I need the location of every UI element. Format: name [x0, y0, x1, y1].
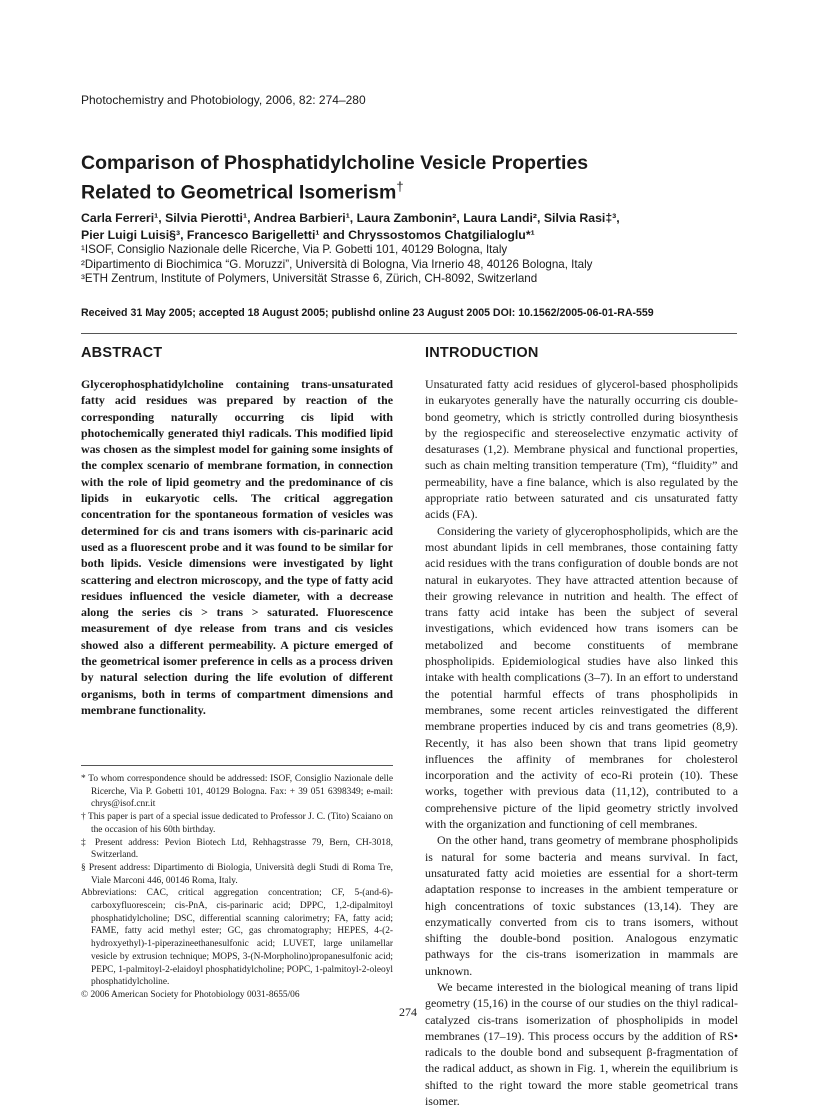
footnotes	[81, 773, 393, 1002]
title-line-2: Related to Geometrical Isomerism	[81, 181, 397, 204]
paper-title	[81, 152, 721, 205]
received-dates-doi: Received 31 May 2005; accepted 18 August 2005; publishd online 23 August 2005 DOI: 10.1562/2005-06-01-RA-559	[81, 307, 654, 319]
footnote-address-rasi: ‡ Present address: Pevion Biotech Ltd, Rehhagstrasse 79, Bern, CH-3018, Switzerland.	[81, 837, 393, 861]
intro-paragraph-1: Unsaturated fatty acid residues of glycerol-based phospholipids in eukaryotes generally have the naturally occurring cis double-bond geometry, which is strictly controlled during biosynthesis by the regiospecific and stereoselective enzymatic activity of desaturases (1,2). Membrane physical and functional properties, such as chain melting transition temperature (Tm), “fluidity” and permeability, have a fine balance, which is also regulated by the appropriate ratio between saturated and cis unsaturated fatty acids (FA).	[425, 377, 738, 522]
intro-paragraph-3: On the other hand, trans geometry of membrane phospholipids is natural for some bacteria and means survival. In fact, unsaturated fatty acid moieties are essential for a short-term adaptation response to increases in the ambient temperature or high concentrations of toxic substances (13,14). They are enzymatically converted from cis to trans isomers, without shifting the double-bond position. Analogous enzymatic pathways for the cis-trans isomerization in mammals are unknown.	[425, 833, 738, 978]
footnote-abbreviations: Abbreviations: CAC, critical aggregation concentration; CF, 5-(and-6)-carboxyfluorescein; cis-PnA, cis-parinaric acid; DPPC, 1,2-dipalmitoyl phosphatidylcholine; DSC, differential scanning calorimetry; FA, fatty acid; FAME, fatty acid methyl ester; GC, gas chromatography; HEPES, 4-(2-hydroxyethyl)-1-piperazineethanesulfonic acid; LUVET, large unilamellar vesicle by extrusion technique; MOPS, 3-(N-Morpholino)propanesulfonic acid; PEPC, 1-palmitoyl-2-elaidoyl phosphatidylcholine; POPC, 1-palmitoyl-2-oleoyl phosphatidylcholine.	[81, 888, 393, 988]
page-number: 274	[399, 1005, 417, 1019]
footnote-special-issue: † This paper is part of a special issue dedicated to Professor J. C. (Tito) Scaiano on the occasion of his 60th birthday.	[81, 812, 393, 835]
authors-line-1: Carla Ferreri¹, Silvia Pierotti¹, Andrea Barbieri¹, Laura Zambonin², Laura Landi², Silvia Rasi‡³,	[81, 211, 620, 225]
header-divider	[81, 333, 737, 334]
title-dagger: †	[396, 179, 404, 194]
abstract-body-container	[81, 376, 393, 718]
footnote-divider	[81, 765, 393, 766]
intro-paragraph-4: We became interested in the biological meaning of trans lipid geometry (15,16) in the course of our studies on the thiyl radical-catalyzed cis-trans isomerization of phospholipids in model membranes (17–19). This process occurs by the addition of RS• radicals to the double bond and subsequent β-fragmentation of the radical adduct, as shown in Fig. 1, wherein the equilibrium is shifted to the right toward the more stable geometrical trans isomer.	[425, 979, 738, 1109]
journal-citation: Photochemistry and Photobiology, 2006, 82: 274–280	[81, 93, 366, 107]
introduction-body	[425, 376, 738, 1109]
affiliations	[81, 243, 741, 287]
affiliation-2: ²Dipartimento di Biochimica “G. Moruzzi”, Università di Bologna, Via Irnerio 48, 40126 Bologna, Italy	[81, 257, 593, 271]
authors-line-2: Pier Luigi Luisi§³, Francesco Barigelletti¹ and Chryssostomos Chatgilialoglu*¹	[81, 228, 535, 242]
affiliation-1: ¹ISOF, Consiglio Nazionale delle Ricerche, Via P. Gobetti 101, 40129 Bologna, Italy	[81, 243, 508, 256]
intro-paragraph-2: Considering the variety of glycerophospholipids, which are the most abundant lipids in cell membranes, those containing fatty acid residues with the trans configuration of double bonds are not natural in eukaryotes. They have attracted attention because of their growing relevance in nutrition and health. The effect of trans fatty acid intake has been the subject of several investigations, which evidenced how trans isomers can be metabolized and become constituents of membrane phospholipids. Epidemiological studies have also linked this intake with health complications (3–7). In an effort to understand the potential harmful effects of trans phospholipids in membranes, some recent articles reinvestigated the different membrane properties induced by cis and trans geometries (8,9). Recently, it has also been shown that trans lipid geometry influences the affinity of membranes for cholesterol incorporation and the activity of eco-Ri protein (10). These works, together with previous data (11,12), contributed to a comprehensive picture of the lipid geometry strictly involved with the organization and functioning of cell membranes.	[425, 523, 738, 832]
title-line-1: Comparison of Phosphatidylcholine Vesicle Properties	[81, 152, 589, 174]
footnote-correspondence: * To whom correspondence should be addressed: ISOF, Consiglio Nazionale delle Ricerche, Via P. Gobetti 101, 40129 Bologna. Fax: + 39 051 6398349; e-mail: chrys@isof.cnr.it	[81, 774, 393, 810]
abstract-body: Glycerophosphatidylcholine containing trans-unsaturated fatty acid residues was prepared by reaction of the corresponding naturally occurring cis lipid with photochemically generated thiyl radicals. This modified lipid was chosen as the simplest model for gaining some insights of the complex scenario of membrane formation, in connection with the role of lipid geometry and the predominance of cis lipids in eukaryotic cells. The critical aggregation concentration for the spontaneous formation of vesicles was determined for cis and trans isomers with cis-parinaric acid used as a fluorescent probe and it was found to be similar for both lipids. Vesicle dimensions were investigated by light scattering and electron microscopy, and the type of fatty acid residues influenced the vesicle diameter, with a decrease along the series cis > trans > saturated. Fluorescence measurement of dye release from trans and cis vesicles showed also a different permeability. A picture emerged of the geometrical isomer preference in cells as a process driven by natural selection during the life evolution of different organisms, both in terms of compartment dimensions and membrane functionality.	[81, 377, 393, 717]
footnote-address-luisi: § Present address: Dipartimento di Biologia, Università degli Studi di Roma Tre, Viale Marconi 446, 00146 Roma, Italy.	[81, 862, 393, 886]
author-list	[81, 210, 741, 244]
introduction-section	[425, 345, 738, 361]
abstract-section	[81, 345, 393, 361]
abstract-heading: ABSTRACT	[81, 345, 163, 361]
introduction-heading: INTRODUCTION	[425, 345, 539, 361]
footnote-copyright: © 2006 American Society for Photobiology 0031-8655/06	[81, 989, 300, 1000]
affiliation-3: ³ETH Zentrum, Institute of Polymers, Universität Strasse 6, Zürich, CH-8092, Switzerland	[81, 272, 538, 285]
